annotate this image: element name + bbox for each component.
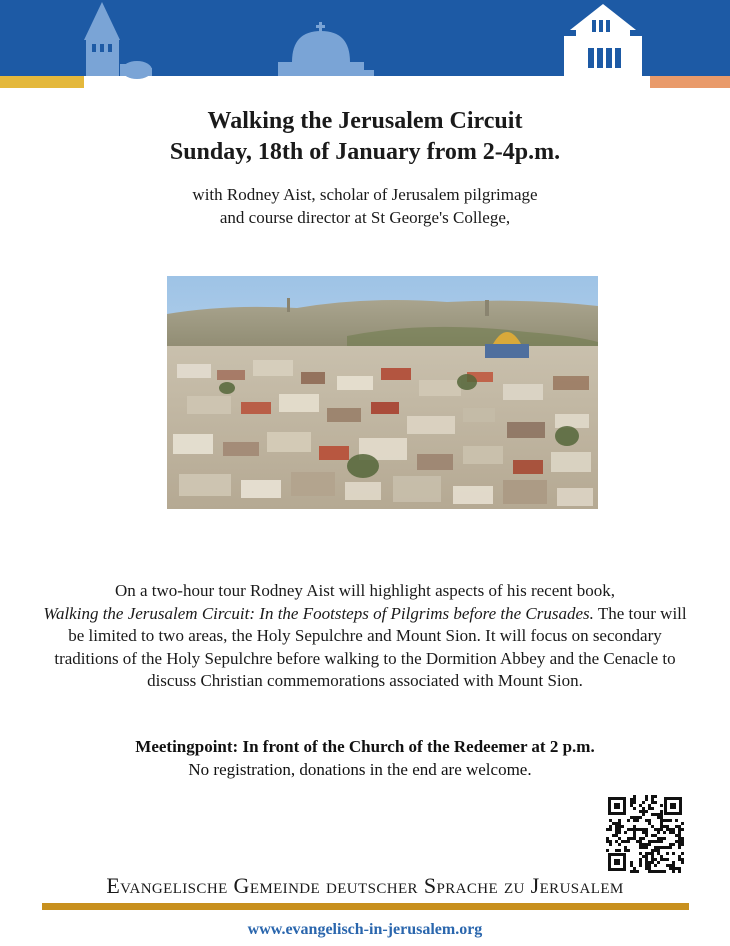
- event-title: Walking the Jerusalem Circuit: [207, 108, 523, 134]
- meeting-point: Meetingpoint: In front of the Church of the Redeemer at 2 p.m.: [135, 737, 595, 756]
- description-text: The tour will be limited to two areas, the Holy Sepulchre and Mount Sion. It will focus on secondary traditions of the Holy Sepulchre before walking to the Dormition Abbey and the Cenacle to discuss Christian commemorations associated with Mount Sion.: [54, 603, 687, 690]
- speaker-line: and course director at St George's College,: [219, 208, 511, 227]
- event-date: Sunday, 18th of January from 2-4p.m.: [169, 139, 561, 165]
- event-heading: [0, 106, 730, 168]
- speaker-info: [0, 183, 730, 229]
- footer-divider: [42, 903, 689, 910]
- jerusalem-panorama-photo: [167, 276, 598, 509]
- registration-note: No registration, donations in the end are welcome.: [188, 760, 532, 779]
- description-intro: On a two-hour tour Rodney Aist will highlight aspects of his recent book,: [114, 581, 615, 600]
- header-banner: [0, 0, 730, 88]
- tour-description: [40, 580, 690, 693]
- speaker-line: with Rodney Aist, scholar of Jerusalem pilgrimage: [192, 185, 538, 204]
- website-link[interactable]: www.evangelisch-in-jerusalem.org: [247, 921, 483, 938]
- book-title: Walking the Jerusalem Circuit: In the Footsteps of Pilgrims before the Crusades.: [43, 603, 594, 623]
- jerusalem-skyline-graphic: [0, 0, 730, 88]
- organization-name: Evangelische Gemeinde deutscher Sprache zu Jerusalem: [106, 873, 624, 898]
- qr-code-icon: [606, 795, 684, 873]
